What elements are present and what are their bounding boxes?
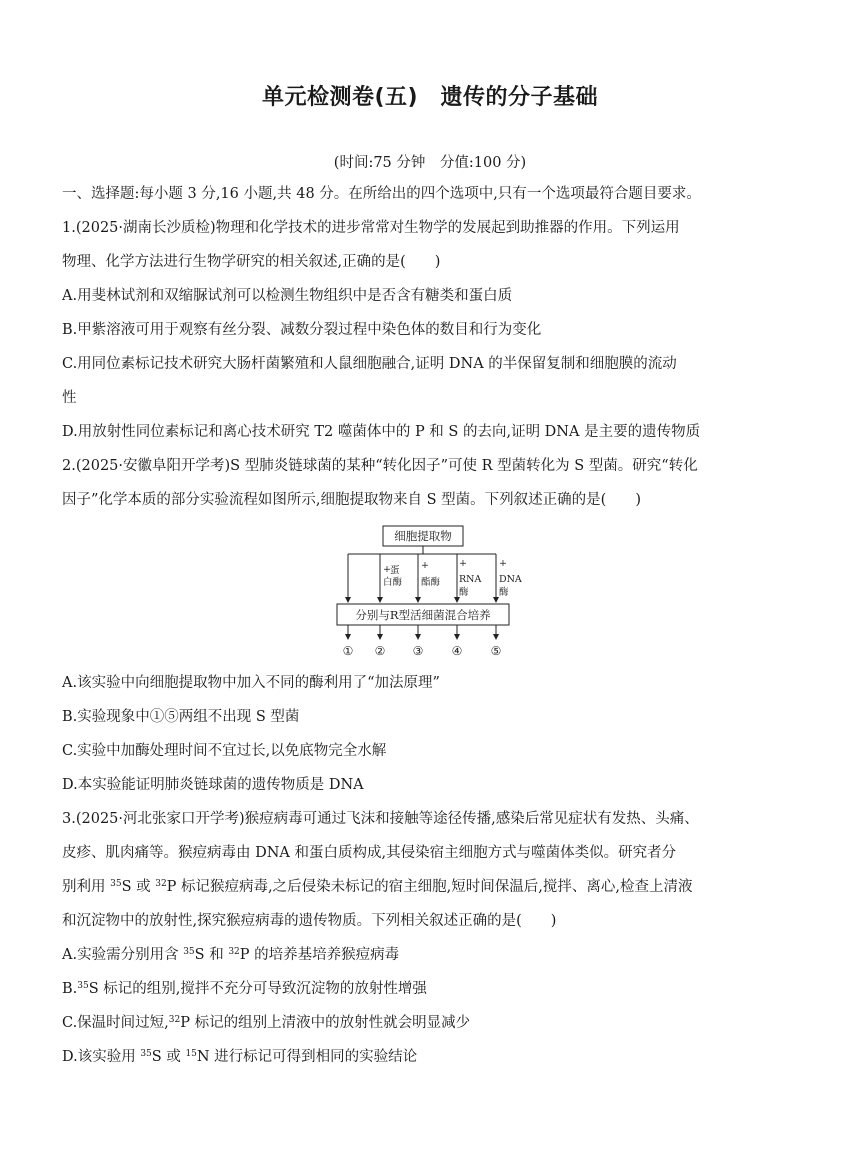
protease-label-1: 蛋 bbox=[390, 565, 400, 576]
exam-time-score: (时间:75 分钟 分值:100 分) bbox=[333, 155, 527, 171]
section-instructions: 一、选择题:每小题 3 分,16 小题,共 48 分。在所给出的四个选项中,只有一个选项最符合题目要求。 bbox=[62, 186, 701, 202]
rnase-plus: + bbox=[459, 558, 467, 569]
isotope-s35: 35 bbox=[140, 1049, 152, 1059]
dnase-label-1: DNA bbox=[499, 574, 522, 585]
protease-label-2: 白酶 bbox=[383, 577, 403, 588]
q1-option-c-line1: C.用同位素标记技术研究大肠杆菌繁殖和人鼠细胞融合,证明 DNA 的半保留复制和细胞膜的流动 bbox=[62, 356, 677, 372]
dnase-plus: + bbox=[499, 558, 507, 569]
q3-stem-line1: 3.(2025·河北张家口开学考)猴痘病毒可通过飞沫和接触等途径传播,感染后常见症状有发热、头痛、 bbox=[62, 811, 699, 827]
group-number-5: ⑤ bbox=[490, 644, 502, 658]
rnase-label-1: RNA bbox=[459, 574, 482, 585]
esterase-plus: + bbox=[421, 560, 429, 571]
group-number-2: ② bbox=[374, 644, 386, 658]
q1-option-a: A.用斐林试剂和双缩脲试剂可以检测生物组织中是否含有糖类和蛋白质 bbox=[62, 288, 513, 304]
q2-stem-line1: 2.(2025·安徽阜阳开学考)S 型肺炎链球菌的某种“转化因子”可使 R 型菌转化为 S 型菌。研究“转化 bbox=[62, 458, 698, 474]
q2-option-d: D.本实验能证明肺炎链球菌的遗传物质是 DNA bbox=[62, 777, 364, 793]
dnase-label-2: 酶 bbox=[499, 587, 509, 598]
q2-option-a: A.该实验中向细胞提取物中加入不同的酶利用了“加法原理” bbox=[62, 675, 440, 691]
protease-plus: + bbox=[383, 564, 391, 575]
isotope-p32: 32 bbox=[168, 1015, 181, 1025]
isotope-p32: 32 bbox=[155, 879, 167, 889]
q2-stem-line2: 因子”化学本质的部分实验流程如图所示,细胞提取物来自 S 型菌。下列叙述正确的是( ) bbox=[62, 492, 641, 508]
isotope-p32: 32 bbox=[228, 947, 240, 957]
q2-option-c: C.实验中加酶处理时间不宜过长,以免底物完全水解 bbox=[62, 743, 387, 759]
q1-stem-line2: 物理、化学方法进行生物学研究的相关叙述,正确的是( ) bbox=[62, 254, 441, 270]
experiment-flow-diagram bbox=[335, 524, 530, 664]
group-number-3: ③ bbox=[412, 644, 424, 658]
q3-stem-line3: 别利用 $^{35}$S 或 $^{32}$P 标记猴痘病毒,之后侵染未标记的宿主细胞,短时间保温后,搅拌、离心,检查上清液 bbox=[62, 879, 693, 895]
q3-stem-line4: 和沉淀物中的放射性,探究猴痘病毒的遗传物质。下列相关叙述正确的是( ) bbox=[62, 913, 557, 929]
group-number-4: ④ bbox=[451, 644, 463, 658]
q3-option-b: B.$^{35}$S 标记的组别,搅拌不充分可导致沉淀物的放射性增强 bbox=[62, 981, 427, 997]
q3-option-a: A.实验需分别用含 $^{35}$S 和 $^{32}$P 的培养基培养猴痘病毒 bbox=[62, 947, 400, 963]
q2-option-b: B.实验现象中①⑤两组不出现 S 型菌 bbox=[62, 709, 300, 725]
isotope-s35: 35 bbox=[77, 981, 89, 991]
q1-option-c-line2: 性 bbox=[62, 390, 77, 406]
q3-option-d: D.该实验用 $^{35}$S 或 $^{15}$N 进行标记可得到相同的实验结论 bbox=[62, 1049, 418, 1065]
q3-option-c: C.保温时间过短,$^{32}$P 标记的组别上清液中的放射性就会明显减少 bbox=[62, 1015, 471, 1031]
q1-stem-line1: 1.(2025·湖南长沙质检)物理和化学技术的进步常常对生物学的发展起到助推器的作用。下列运用 bbox=[62, 220, 680, 236]
page-title: 单元检测卷(五) 遗传的分子基础 bbox=[261, 85, 599, 110]
isotope-n15: 15 bbox=[185, 1049, 197, 1059]
mix-culture-label: 分别与R型活细菌混合培养 bbox=[355, 608, 491, 622]
esterase-label: 酯酶 bbox=[421, 577, 441, 588]
cell-extract-label: 细胞提取物 bbox=[394, 529, 452, 543]
isotope-s35: 35 bbox=[110, 879, 122, 889]
q3-stem-line2: 皮疹、肌肉痛等。猴痘病毒由 DNA 和蛋白质构成,其侵染宿主细胞方式与噬菌体类似。研究者分 bbox=[62, 845, 677, 861]
rnase-label-2: 酶 bbox=[459, 587, 469, 598]
isotope-s35: 35 bbox=[183, 947, 195, 957]
q1-option-b: B.甲紫溶液可用于观察有丝分裂、减数分裂过程中染色体的数目和行为变化 bbox=[62, 322, 542, 338]
q1-option-d: D.用放射性同位素标记和离心技术研究 T2 噬菌体中的 P 和 S 的去向,证明 DNA 是主要的遗传物质 bbox=[62, 424, 701, 440]
group-number-1: ① bbox=[342, 644, 354, 658]
